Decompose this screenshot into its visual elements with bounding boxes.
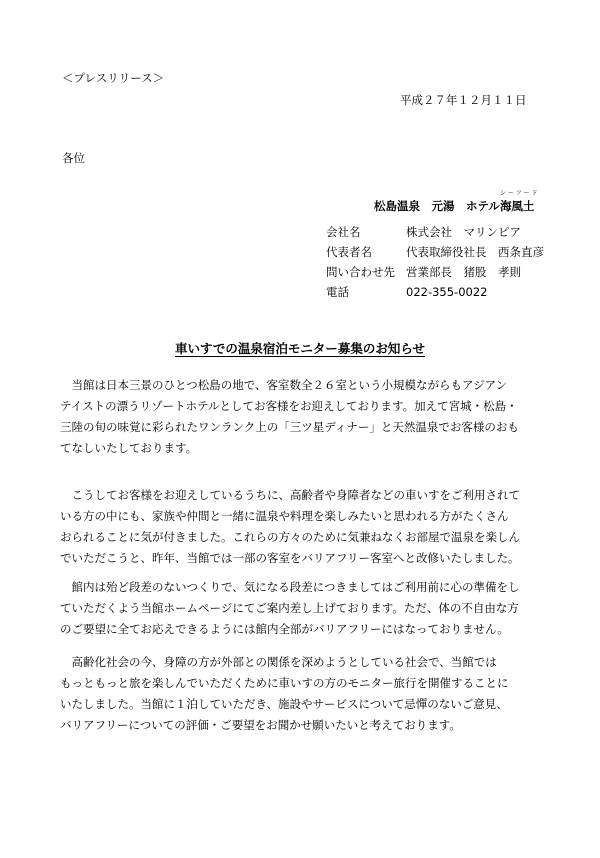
issue-date: 平成２７年１２月１１日 bbox=[400, 93, 527, 107]
paragraph-line: もっともっと旅を楽しんでいただくために車いすの方のモニター旅行を開催することに bbox=[60, 676, 509, 690]
info-label: 電話 bbox=[326, 285, 349, 299]
notice-title bbox=[0, 339, 600, 357]
paragraph-line: テイストの漂うリゾートホテルとしてお客様をお迎えしております。加えて宮城・松島・ bbox=[60, 399, 518, 413]
paragraph-line: こうしてお客様をお迎えしているうちに、高齢者や身障者などの車いすをご利用されて bbox=[60, 488, 520, 502]
info-row-phone bbox=[326, 282, 544, 302]
recipient: 各位 bbox=[62, 151, 85, 165]
paragraph-line: 三陸の旬の味覚に彩られたワンランク上の「三ツ星ディナー」と天然温泉でお客様のおも bbox=[60, 420, 519, 434]
paragraph-monitor bbox=[60, 652, 550, 736]
paragraph-line: いたしました。当館に１泊していただき、施設やサービスについて忌憚のないご意見、 bbox=[60, 697, 508, 711]
paragraph-facilities bbox=[60, 577, 550, 640]
issuer-hotel-name-ruby bbox=[499, 190, 540, 214]
info-row-representative bbox=[326, 242, 544, 262]
paragraph-line: てなしいたしております。 bbox=[60, 441, 198, 455]
info-label: 代表者名 bbox=[326, 245, 372, 259]
paragraph-line: いる方の中にも、家族や仲間と一緒に温泉や料理を楽しみたいと思われる方がたくさん bbox=[60, 509, 509, 523]
hotel-name-reading: シーフード bbox=[499, 190, 540, 197]
info-label: 問い合わせ先 bbox=[326, 265, 395, 279]
info-value: 株式会社 マリンピア bbox=[406, 225, 521, 239]
paragraph-line: 高齢化社会の今、身障の方が外部との関係を深めようとしている社会で、当館では bbox=[60, 655, 497, 669]
paragraph-background bbox=[60, 485, 550, 569]
info-label: 会社名 bbox=[326, 225, 361, 239]
issuer-hotel-name bbox=[374, 190, 540, 214]
paragraph-line: ていただくよう当館ホームページにてご案内差し上げております。ただ、体の不自由な方 bbox=[60, 601, 519, 615]
press-release-label: ＜プレスリリース＞ bbox=[62, 71, 165, 85]
paragraph-line: 館内は殆ど段差のないつくりで、気になる段差につきましてはご利用前に心の準備をし bbox=[60, 580, 520, 594]
paragraph-line: おられることに気が付きました。これらの方々のために気兼ねなくお部屋で温泉を楽しん bbox=[60, 530, 520, 544]
info-value: 営業部長 猪股 孝則 bbox=[406, 265, 521, 279]
info-row-company bbox=[326, 222, 544, 242]
paragraph-line: でいただこうと、昨年、当館では一部の客室をバリアフリー客室へと改修いたしました。 bbox=[60, 551, 520, 565]
paragraph-line: バリアフリーについての評価・ご要望をお聞かせ願いたいと考えております。 bbox=[60, 718, 461, 732]
paragraph-line: 当館は日本三景のひとつ松島の地で、客室数全２６室という小規模ながらもアジアン bbox=[60, 378, 508, 392]
paragraph-line: のご要望に全てお応えできるようには館内全部がバリアフリーにはなっておりません。 bbox=[60, 622, 509, 636]
paragraph-intro bbox=[60, 375, 550, 459]
info-value: 022-355-0022 bbox=[406, 285, 488, 299]
issuer-info-table bbox=[326, 222, 544, 302]
notice-title-text: 車いすでの温泉宿泊モニター募集のお知らせ bbox=[174, 341, 425, 356]
hotel-name-base: 海風土 bbox=[499, 199, 535, 213]
info-value: 代表取締役社長 西条直彦 bbox=[406, 245, 544, 259]
issuer-hotel-name-prefix: 松島温泉 元湯 ホテル bbox=[374, 199, 500, 213]
info-row-contact bbox=[326, 262, 544, 282]
